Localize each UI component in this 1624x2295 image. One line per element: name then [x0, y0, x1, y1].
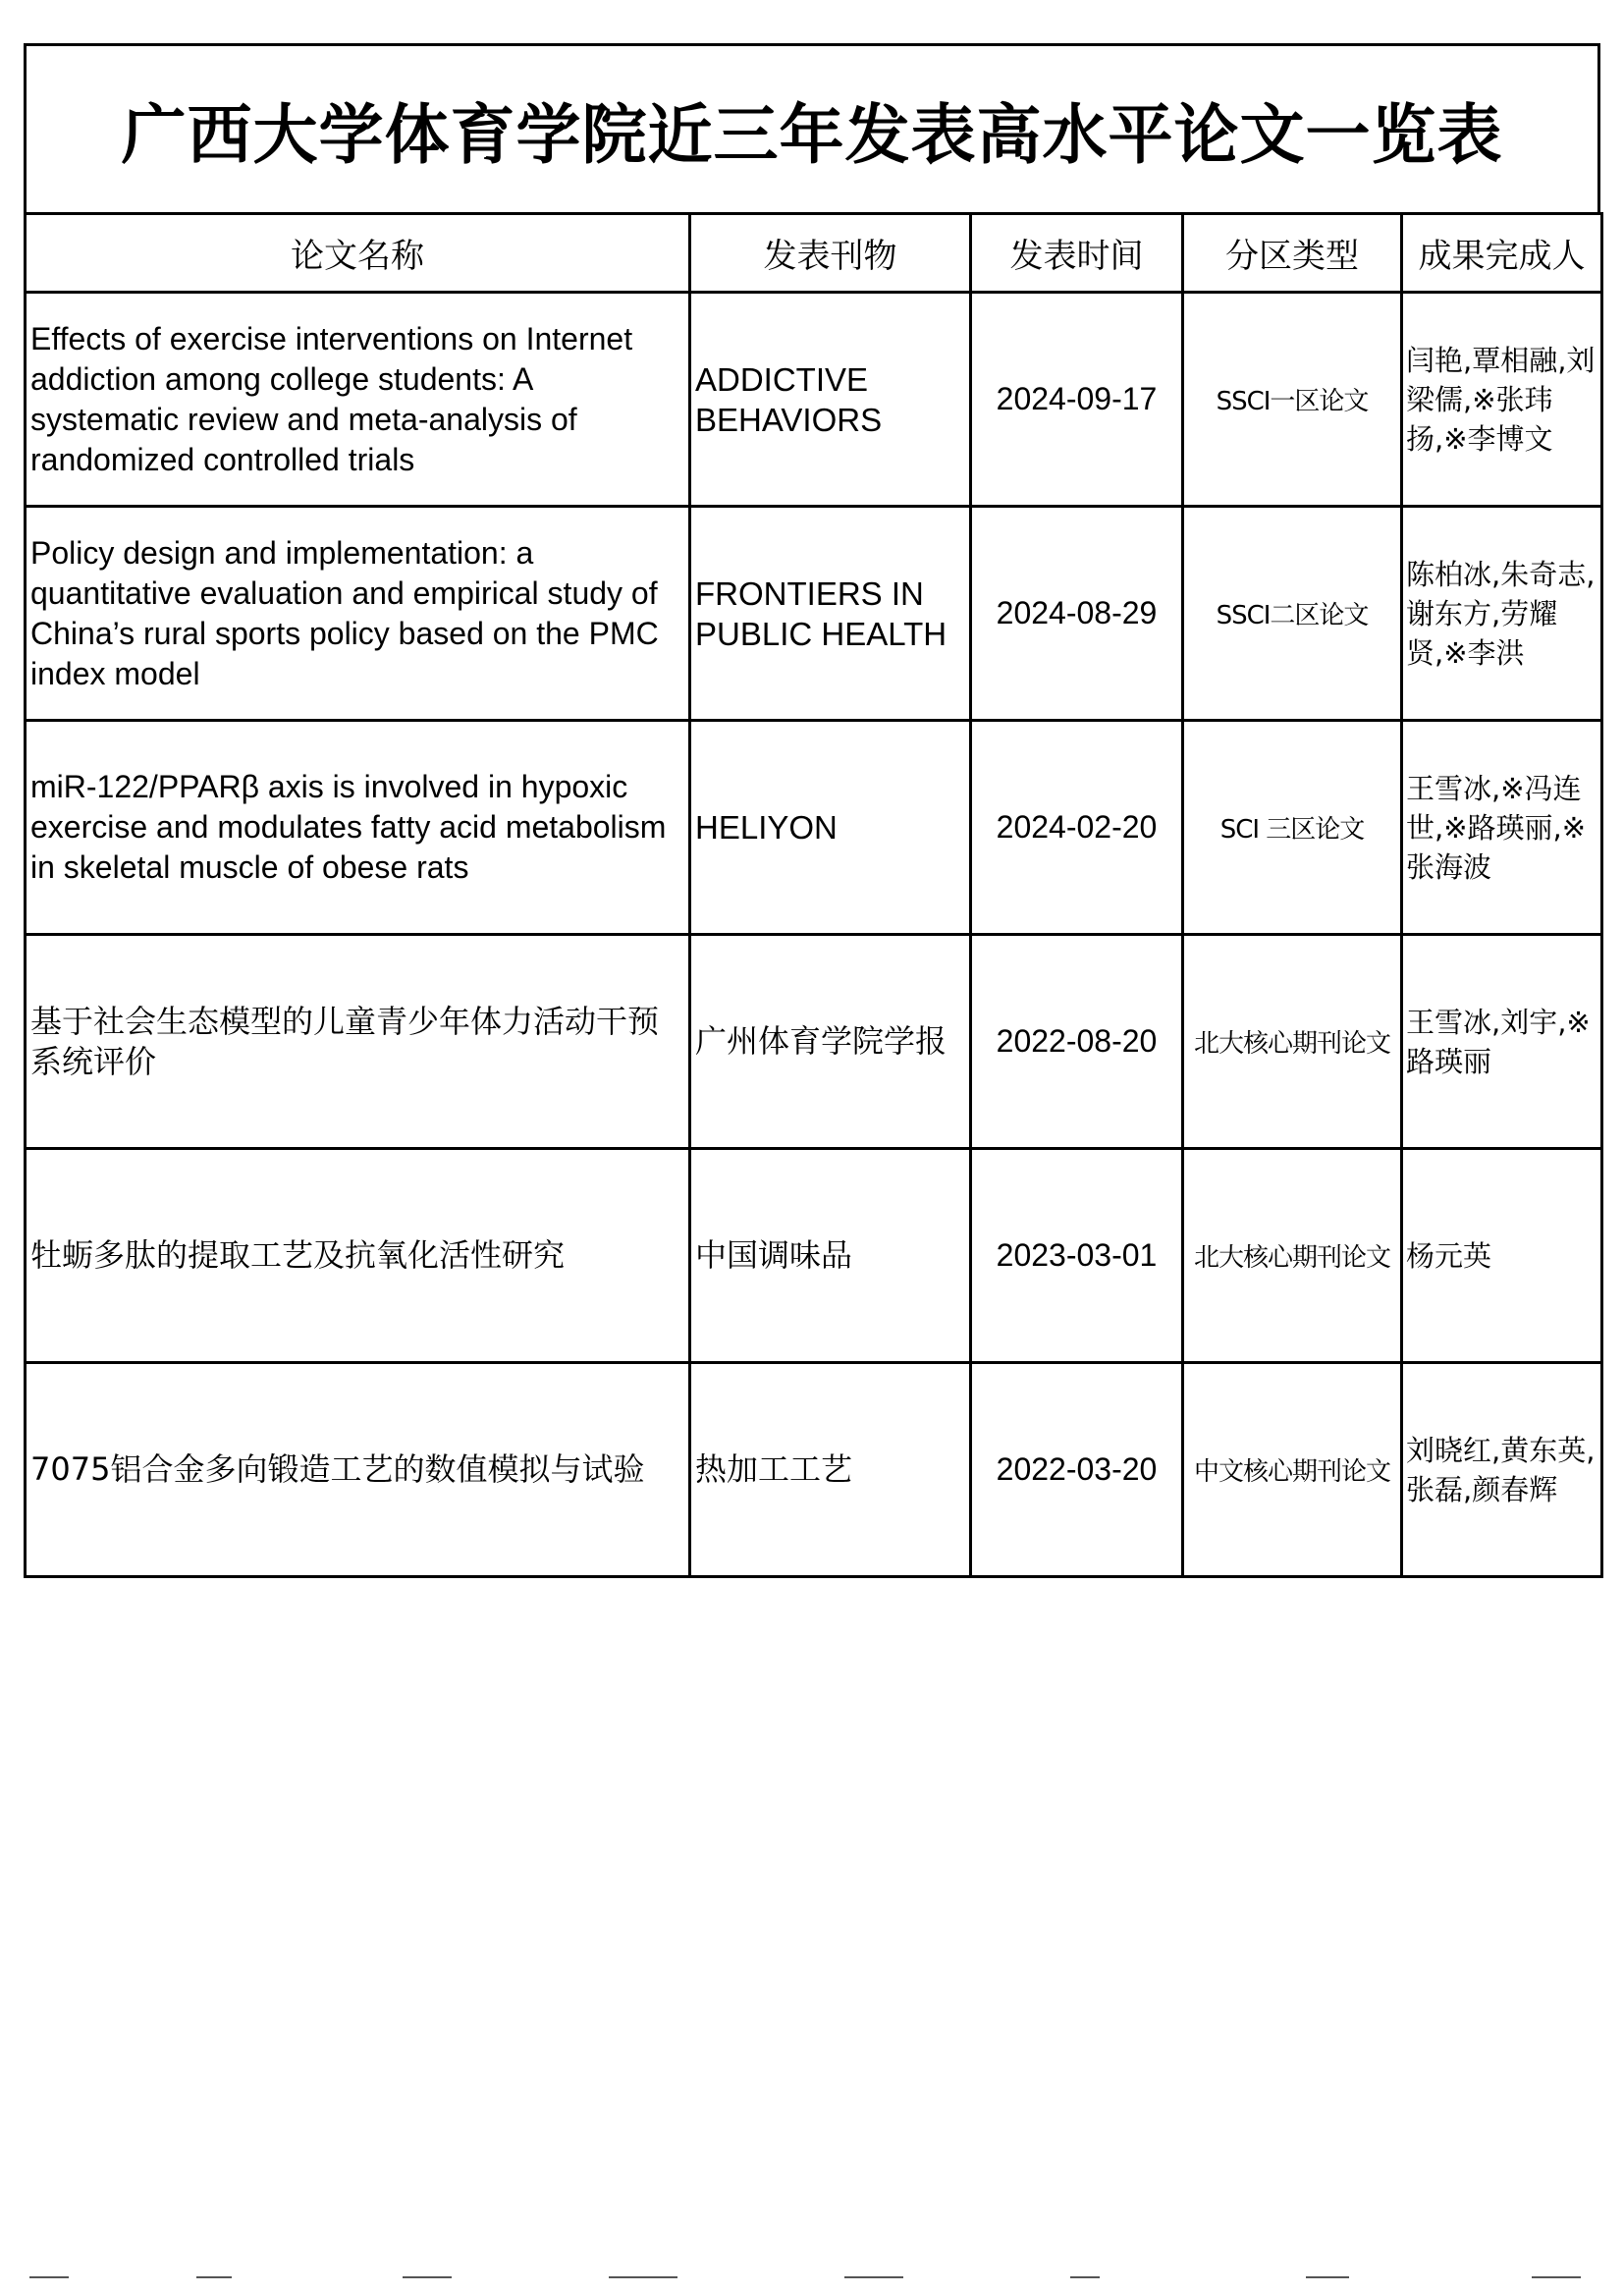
paper-title-cell: 基于社会生态模型的儿童青少年体力活动干预系统评价	[26, 935, 690, 1149]
table-row	[26, 507, 1602, 721]
table-row	[26, 721, 1602, 935]
date-cell: 2023-03-01	[971, 1149, 1183, 1363]
paper-title-cell: Effects of exercise interventions on Internet addiction among college students: A systematic review and meta-analysis of randomized controlled trials	[26, 293, 690, 507]
date-cell: 2024-09-17	[971, 293, 1183, 507]
title-box	[24, 43, 1600, 212]
date-cell: 2022-08-20	[971, 935, 1183, 1149]
paper-title-cell: Policy design and implementation: a quantitative evaluation and empirical study of China’s rural sports policy based on the PMC index model	[26, 507, 690, 721]
header-paper-title: 论文名称	[26, 214, 690, 293]
date-cell: 2024-08-29	[971, 507, 1183, 721]
authors-cell: 闫艳,覃相融,刘梁儒,※张玮扬,※李博文	[1402, 293, 1602, 507]
category-cell: SCI 三区论文	[1183, 721, 1402, 935]
page-title: 广西大学体育学院近三年发表高水平论文一览表	[121, 97, 1503, 173]
journal-cell: 广州体育学院学报	[690, 935, 971, 1149]
header-category: 分区类型	[1183, 214, 1402, 293]
table-header-row	[26, 214, 1602, 293]
authors-cell: 刘晓红,黄东英,张磊,颜春辉	[1402, 1363, 1602, 1577]
authors-cell: 王雪冰,刘宇,※路瑛丽	[1402, 935, 1602, 1149]
journal-cell: ADDICTIVE BEHAVIORS	[690, 293, 971, 507]
date-cell: 2022-03-20	[971, 1363, 1183, 1577]
category-cell: SSCI一区论文	[1183, 293, 1402, 507]
journal-cell: 热加工工艺	[690, 1363, 971, 1577]
journal-cell: HELIYON	[690, 721, 971, 935]
authors-cell: 杨元英	[1402, 1149, 1602, 1363]
category-cell: 北大核心期刊论文	[1183, 935, 1402, 1149]
date-cell: 2024-02-20	[971, 721, 1183, 935]
scan-artifacts	[0, 2276, 1624, 2282]
paper-title-cell: miR-122/PPARβ axis is involved in hypoxic exercise and modulates fatty acid metabolism in skeletal muscle of obese rats	[26, 721, 690, 935]
table-row	[26, 1363, 1602, 1577]
category-cell: 中文核心期刊论文	[1183, 1363, 1402, 1577]
paper-title-cell: 7075铝合金多向锻造工艺的数值模拟与试验	[26, 1363, 690, 1577]
papers-table	[24, 212, 1603, 1578]
table-row	[26, 1149, 1602, 1363]
journal-cell: FRONTIERS IN PUBLIC HEALTH	[690, 507, 971, 721]
document-sheet	[24, 43, 1600, 1578]
header-date: 发表时间	[971, 214, 1183, 293]
authors-cell: 王雪冰,※冯连世,※路瑛丽,※张海波	[1402, 721, 1602, 935]
category-cell: SSCI二区论文	[1183, 507, 1402, 721]
header-journal: 发表刊物	[690, 214, 971, 293]
table-row	[26, 935, 1602, 1149]
journal-cell: 中国调味品	[690, 1149, 971, 1363]
table-row	[26, 293, 1602, 507]
header-authors: 成果完成人	[1402, 214, 1602, 293]
authors-cell: 陈柏冰,朱奇志,谢东方,劳耀贤,※李洪	[1402, 507, 1602, 721]
category-cell: 北大核心期刊论文	[1183, 1149, 1402, 1363]
paper-title-cell: 牡蛎多肽的提取工艺及抗氧化活性研究	[26, 1149, 690, 1363]
